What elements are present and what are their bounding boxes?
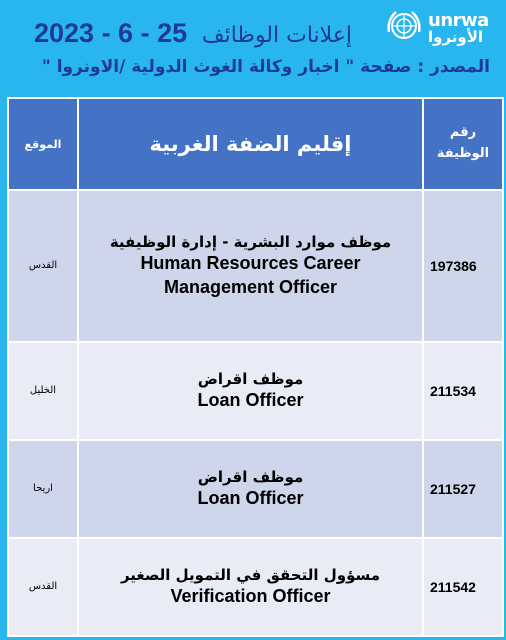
un-emblem-icon	[384, 6, 424, 46]
unrwa-logo	[384, 6, 504, 50]
header-job-number-line2: الوظيفة	[436, 146, 490, 161]
table-row	[8, 440, 503, 538]
table-row	[8, 342, 503, 440]
title-date: 2023 - 6 - 25	[34, 18, 188, 48]
row-title	[78, 342, 423, 440]
row-title	[78, 190, 423, 342]
row-job-number: 211534	[423, 342, 503, 440]
row-title-ar: مسؤول التحقق في التمويل الصغير	[120, 565, 381, 584]
page-header	[0, 0, 506, 96]
row-location: القدس	[8, 190, 78, 342]
row-job-number: 211542	[423, 538, 503, 636]
row-job-number: 197386	[423, 190, 503, 342]
header-job-number	[423, 98, 503, 190]
row-location: اريحا	[8, 440, 78, 538]
row-location: القدس	[8, 538, 78, 636]
header-job-number-line1: رقم	[449, 125, 477, 141]
row-title-en: Verification Officer	[170, 585, 331, 606]
row-title-en: Loan Officer	[197, 487, 304, 508]
row-title	[78, 440, 423, 538]
row-title-en: Loan Officer	[197, 389, 304, 410]
table-header-row	[8, 98, 503, 190]
table-row	[8, 538, 503, 636]
row-location: الخليل	[8, 342, 78, 440]
row-title-ar: موظف اقراض	[197, 467, 304, 486]
logo-text-en: unrwa	[428, 10, 489, 31]
table-row	[8, 190, 503, 342]
title-text: إعلانات الوظائف	[201, 23, 353, 48]
row-title	[78, 538, 423, 636]
row-title-ar: موظف موارد البشرية - إدارة الوظيفية	[109, 232, 392, 251]
row-title-en: Human Resources Career	[140, 252, 361, 273]
page-title	[34, 18, 384, 49]
row-title-en: Management Officer	[163, 276, 338, 297]
jobs-table	[7, 97, 504, 637]
row-title-ar: موظف اقراض	[197, 369, 304, 388]
header-region: إقليم الضفة الغربية	[78, 98, 423, 190]
source-line: المصدر : صفحة " اخبار وكالة الغوث الدولية /الاونروا "	[41, 57, 490, 77]
logo-text-ar: الأونروا	[428, 28, 484, 46]
header-location: الموقع	[8, 98, 78, 190]
row-job-number: 211527	[423, 440, 503, 538]
